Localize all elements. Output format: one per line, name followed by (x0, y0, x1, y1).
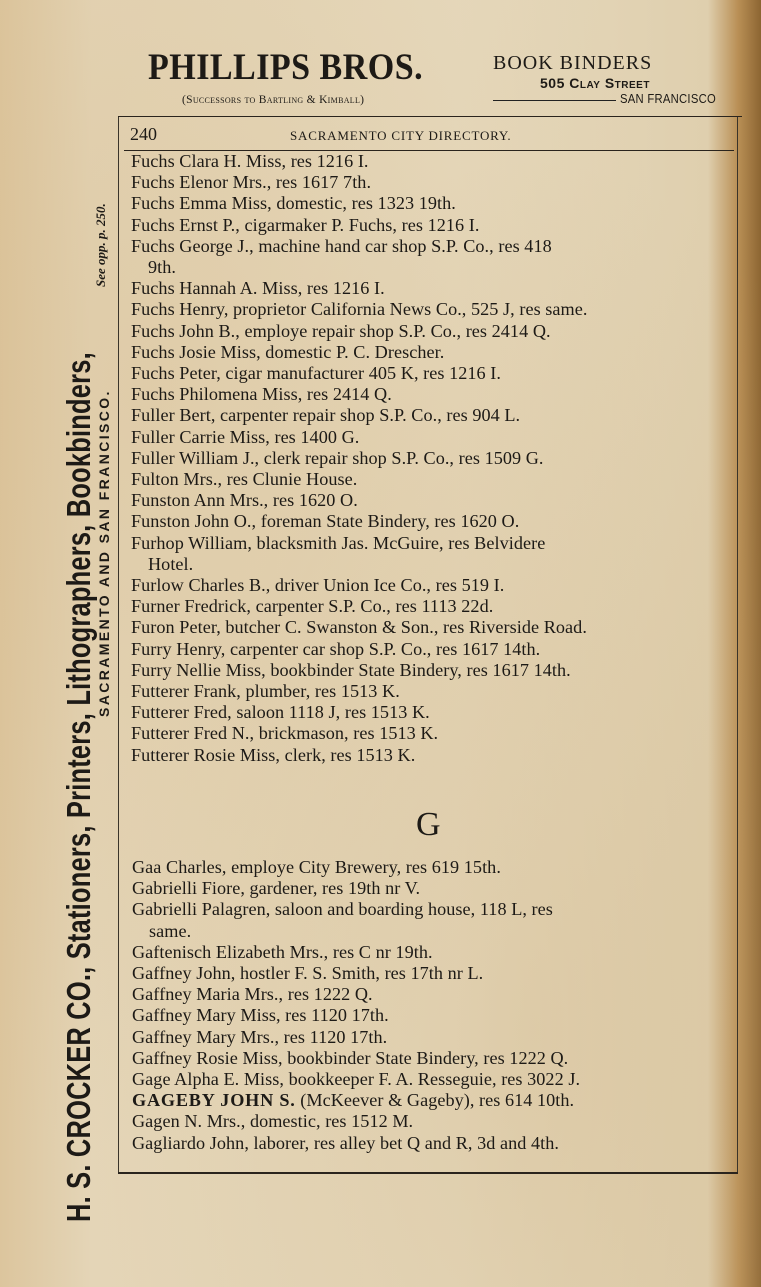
entry-name: Gaftenisch Elizabeth Mrs., (132, 941, 329, 962)
entry-name: Gaffney Mary Miss, (132, 1005, 281, 1026)
entry-name: Gage Alpha E. Miss, (132, 1069, 284, 1090)
entry-details: bookbinder State Bindery, res 1617 14th. (265, 659, 571, 680)
directory-entries-f (131, 151, 731, 766)
entry-name: Gabrielli Fiore, (132, 878, 245, 899)
directory-entry (131, 681, 731, 702)
entry-name: Fuchs Elenor Mrs., (131, 172, 272, 193)
entry-name: Fuchs George J., (131, 235, 254, 256)
directory-entry (131, 533, 731, 575)
entry-name: Futterer Fred N., (131, 723, 255, 744)
entry-details: driver Union Ice Co., res 519 I. (270, 575, 505, 596)
divider-line (493, 100, 616, 101)
entry-details: domestic, res 1512 M. (245, 1111, 414, 1132)
entry-name: Gagliardo John, (132, 1132, 249, 1153)
directory-entry (132, 984, 732, 1005)
entry-name: GAGEBY JOHN S. (132, 1090, 296, 1111)
entry-details: carpenter repair shop S.P. Co., res 904 L. (215, 405, 521, 426)
entry-details: laborer, res alley bet Q and R, 3d and 4th. (248, 1132, 560, 1153)
entry-name: Furry Henry, (131, 638, 226, 659)
directory-entry (131, 596, 731, 617)
directory-entry (132, 1111, 732, 1132)
entry-details: res 1216 I. (286, 151, 369, 171)
entry-details: domestic, res 1323 19th. (271, 193, 456, 214)
bottom-rule (118, 1172, 738, 1174)
entry-name: Furon Peter, (131, 617, 221, 638)
entry-details: saloon 1118 J, res 1513 K. (231, 702, 430, 723)
directory-entry (131, 215, 731, 236)
entry-name: Fuchs Josie Miss, (131, 341, 261, 362)
directory-entry (132, 942, 732, 963)
entry-name: Futterer Frank, (131, 681, 241, 702)
entry-details: brickmason, res 1513 K. (254, 723, 439, 744)
entry-details: saloon and boarding house, 118 L, res (270, 899, 553, 920)
directory-entry (132, 1005, 732, 1026)
entry-name: Fuller William J., (131, 447, 260, 468)
entry-details: butcher C. Swanston & Son., res Riverside Road. (220, 617, 587, 638)
directory-entries-g (132, 857, 732, 1154)
directory-entry (131, 617, 731, 638)
entry-name: Fuchs Peter, (131, 363, 221, 384)
entry-name: Fulton Mrs., (131, 469, 223, 490)
entry-details: (McKeever & Gageby), res 614 10th. (295, 1090, 575, 1111)
entry-name: Fuchs Emma Miss, (131, 193, 272, 214)
entry-details: clerk repair shop S.P. Co., res 1509 G. (259, 447, 544, 468)
entry-details: carpenter S.P. Co., res 1113 22d. (251, 596, 494, 617)
directory-entry (131, 639, 731, 660)
entry-name: Furry Nellie Miss, (131, 659, 266, 680)
entry-details: machine hand car shop S.P. Co., res 418 (253, 235, 552, 256)
entry-details: blacksmith Jas. McGuire, res Belvidere (251, 532, 546, 553)
side-ad-reference: See opp. p. 250. (93, 203, 108, 287)
entry-continuation: 9th. (148, 257, 176, 278)
entry-name: Fuller Carrie Miss, (131, 426, 270, 447)
advertiser-city: SAN FRANCISCO (620, 92, 717, 106)
directory-entry (131, 745, 731, 766)
entry-name: Fuchs John B., (131, 320, 240, 341)
directory-entry (132, 1133, 732, 1154)
entry-details: plumber, res 1513 K. (240, 681, 400, 702)
directory-entry (131, 384, 731, 405)
entry-name: Fuller Bert, (131, 405, 216, 426)
entry-details: res 1400 G. (269, 426, 360, 447)
entry-name: Fuchs Ernst P., (131, 214, 240, 235)
directory-entry (131, 278, 731, 299)
directory-entry (132, 1027, 732, 1048)
entry-details: bookkeeper F. A. Resseguie, res 3022 J. (284, 1069, 581, 1090)
entry-details: employe repair shop S.P. Co., res 2414 Q. (239, 320, 551, 341)
entry-details: foreman State Bindery, res 1620 O. (256, 511, 520, 532)
entry-details: res 1222 Q. (283, 984, 373, 1005)
directory-entry (131, 172, 731, 193)
entry-name: Gaa Charles, (132, 857, 227, 877)
advertiser-name: PHILLIPS BROS. (148, 47, 424, 88)
entry-details: proprietor California News Co., 525 J, res same. (228, 299, 588, 320)
entry-continuation: same. (149, 920, 192, 941)
directory-entry (132, 1090, 732, 1111)
directory-entry (131, 575, 731, 596)
masthead-advertisement (0, 0, 761, 120)
entry-details: res 1617 7th. (271, 172, 372, 193)
entry-details: res 2414 Q. (302, 384, 392, 405)
entry-name: Gaffney Mary Mrs., (132, 1026, 280, 1047)
entry-details: res 1120 17th. (279, 1026, 388, 1047)
entry-name: Gabrielli Palagren, (132, 899, 271, 920)
entry-name: Funston John O., (131, 511, 257, 532)
entry-details: res 1620 O. (268, 490, 358, 511)
top-rule (118, 116, 742, 117)
directory-entry (131, 660, 731, 681)
directory-entry (131, 321, 731, 342)
directory-entry (131, 427, 731, 448)
side-ad-main: H. S. CROCKER CO., Stationers, Printers, Lithographers, Bookbinders, (60, 352, 97, 1222)
directory-entry (131, 511, 731, 532)
entry-name: Fuchs Clara H. Miss, (131, 151, 287, 171)
entry-details: hostler F. S. Smith, res 17th nr L. (235, 963, 484, 984)
advertiser-successors: (Successors to Bartling & Kimball) (182, 94, 365, 106)
page-number: 240 (130, 124, 157, 144)
entry-name: Gaffney Rosie Miss, (132, 1047, 283, 1068)
entry-name: Gagen N. Mrs., (132, 1111, 246, 1132)
entry-details: res C nr 19th. (328, 941, 433, 962)
directory-entry (131, 299, 731, 320)
entry-name: Fuchs Henry, (131, 299, 229, 320)
directory-entry (131, 193, 731, 214)
directory-entry (132, 1069, 732, 1090)
advertiser-address: 505 Clay Street (540, 75, 650, 91)
entry-name: Funston Ann Mrs., (131, 490, 269, 511)
directory-entry (131, 723, 731, 744)
directory-entry (131, 405, 731, 426)
entry-details: res Clunie House. (222, 469, 358, 490)
entry-details: bookbinder State Bindery, res 1222 Q. (282, 1047, 569, 1068)
entry-details: cigar manufacturer 405 K, res 1216 I. (220, 363, 501, 384)
entry-details: res 1120 17th. (280, 1005, 389, 1026)
directory-entry (132, 899, 732, 941)
side-ad-locations: SACRAMENTO AND SAN FRANCISCO. (96, 389, 112, 717)
entry-details: clerk, res 1513 K. (280, 744, 416, 765)
entry-name: Futterer Rosie Miss, (131, 744, 281, 765)
entry-details: domestic P. C. Drescher. (260, 341, 445, 362)
entry-name: Furlow Charles B., (131, 575, 271, 596)
directory-entry (131, 342, 731, 363)
directory-entry (131, 702, 731, 723)
entry-name: Gaffney John, (132, 963, 236, 984)
entry-continuation: Hotel. (148, 553, 194, 574)
entry-details: gardener, res 19th nr V. (244, 878, 421, 899)
section-letter: G (416, 806, 441, 843)
advertiser-trade: BOOK BINDERS (493, 52, 653, 74)
running-head (130, 124, 734, 148)
directory-entry (132, 1048, 732, 1069)
entry-name: Furhop William, (131, 532, 252, 553)
entry-details: employe City Brewery, res 619 15th. (226, 857, 501, 877)
entry-name: Furner Fredrick, (131, 596, 251, 617)
directory-entry (132, 857, 732, 878)
entry-details: res 1216 I. (302, 278, 385, 299)
directory-entry (131, 448, 731, 469)
directory-entry (131, 490, 731, 511)
entry-name: Futterer Fred, (131, 702, 232, 723)
directory-title: SACRAMENTO CITY DIRECTORY. (290, 128, 512, 143)
directory-entry (132, 963, 732, 984)
directory-entry (131, 363, 731, 384)
entry-details: carpenter car shop S.P. Co., res 1617 14th. (225, 638, 541, 659)
entry-name: Gaffney Maria Mrs., (132, 984, 284, 1005)
directory-entry (131, 469, 731, 490)
entry-details: cigarmaker P. Fuchs, res 1216 I. (239, 214, 480, 235)
directory-entry (131, 151, 731, 172)
directory-entry (131, 236, 731, 278)
directory-entry (132, 878, 732, 899)
entry-name: Fuchs Hannah A. Miss, (131, 278, 303, 299)
entry-name: Fuchs Philomena Miss, (131, 384, 303, 405)
